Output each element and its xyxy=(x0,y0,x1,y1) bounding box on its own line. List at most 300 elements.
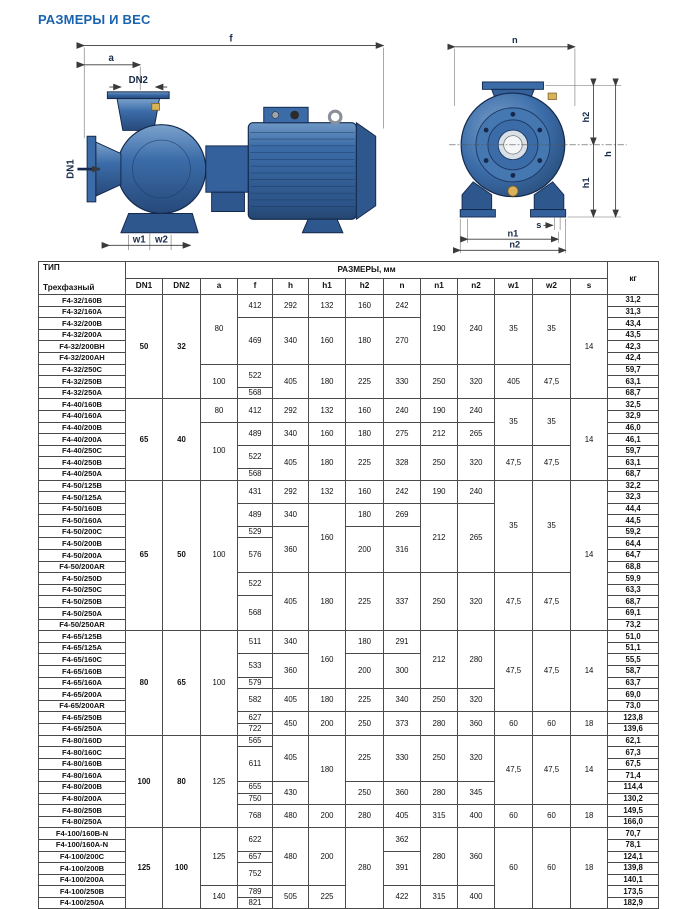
h1-cell: 132 xyxy=(309,480,346,503)
dn1-cell: 65 xyxy=(126,480,163,631)
weight-cell: 59,9 xyxy=(608,573,659,585)
h1-cell: 180 xyxy=(309,445,346,480)
n-cell: 269 xyxy=(384,503,421,526)
table-row xyxy=(39,735,659,747)
f-cell: 722 xyxy=(238,723,273,735)
pump-type-cell: F4-100/200A xyxy=(39,874,126,886)
n2-cell: 240 xyxy=(458,480,495,503)
n2-cell: 320 xyxy=(458,573,495,631)
pump-type-cell: F4-100/250B xyxy=(39,886,126,898)
h2-cell: 225 xyxy=(346,689,384,712)
pump-type-cell: F4-50/250C xyxy=(39,584,126,596)
pump-type-cell: F4-32/200A xyxy=(39,329,126,341)
dn1-cell: 50 xyxy=(126,295,163,399)
a-cell: 100 xyxy=(201,631,238,735)
h-cell: 340 xyxy=(273,503,309,526)
a-cell: 100 xyxy=(201,364,238,399)
f-cell: 582 xyxy=(238,689,273,712)
f-cell: 622 xyxy=(238,828,273,851)
weight-cell: 139,6 xyxy=(608,723,659,735)
h2-cell: 280 xyxy=(346,805,384,828)
h-cell: 405 xyxy=(273,445,309,480)
h-cell: 292 xyxy=(273,399,309,422)
column-header-h1: h1 xyxy=(309,279,346,295)
h1-cell: 200 xyxy=(309,805,346,828)
w1-cell: 47,5 xyxy=(495,573,533,631)
pump-type-cell: F4-80/160C xyxy=(39,747,126,759)
w1-cell: 47,5 xyxy=(495,735,533,805)
weight-cell: 78,1 xyxy=(608,839,659,851)
h-cell: 340 xyxy=(273,631,309,654)
f-cell: 821 xyxy=(238,897,273,909)
pump-type-cell: F4-50/160A xyxy=(39,515,126,527)
pump-type-cell: F4-80/250A xyxy=(39,816,126,828)
weight-cell: 71,4 xyxy=(608,770,659,782)
weight-cell: 139,8 xyxy=(608,863,659,875)
pump-type-cell: F4-40/250B xyxy=(39,457,126,469)
dim-label-n2: n2 xyxy=(509,239,521,250)
table-row xyxy=(39,480,659,492)
n-cell: 291 xyxy=(384,631,421,654)
h1-cell: 180 xyxy=(309,735,346,805)
weight-cell: 58,7 xyxy=(608,666,659,678)
h-cell: 360 xyxy=(273,654,309,689)
a-cell: 80 xyxy=(201,399,238,422)
h-cell: 360 xyxy=(273,526,309,572)
n1-cell: 190 xyxy=(421,399,458,422)
weight-cell: 32,3 xyxy=(608,492,659,504)
n-cell: 337 xyxy=(384,573,421,631)
column-header-w2: w2 xyxy=(533,279,571,295)
s-cell: 18 xyxy=(571,828,608,909)
n-cell: 275 xyxy=(384,422,421,445)
weight-cell: 124,1 xyxy=(608,851,659,863)
pump-type-cell: F4-32/200B xyxy=(39,318,126,330)
pump-type-cell: F4-100/200B xyxy=(39,863,126,875)
a-cell: 100 xyxy=(201,422,238,480)
w2-cell: 60 xyxy=(533,805,571,828)
column-header-dn2: DN2 xyxy=(163,279,201,295)
pump-type-cell: F4-50/200B xyxy=(39,538,126,550)
pump-type-cell: F4-100/160A-N xyxy=(39,839,126,851)
weight-cell: 42,3 xyxy=(608,341,659,353)
pump-type-cell: F4-50/125B xyxy=(39,480,126,492)
pump-type-cell: F4-40/160B xyxy=(39,399,126,411)
f-cell: 522 xyxy=(238,364,273,387)
n2-cell: 240 xyxy=(458,399,495,422)
a-cell: 100 xyxy=(201,480,238,631)
n2-cell: 320 xyxy=(458,735,495,781)
s-cell: 14 xyxy=(571,399,608,480)
n1-cell: 250 xyxy=(421,445,458,480)
f-cell: 579 xyxy=(238,677,273,689)
weight-cell: 32,9 xyxy=(608,410,659,422)
h1-cell: 180 xyxy=(309,689,346,712)
dn2-cell: 50 xyxy=(163,480,201,631)
f-cell: 627 xyxy=(238,712,273,724)
pump-type-cell: F4-80/160D xyxy=(39,735,126,747)
weight-cell: 43,5 xyxy=(608,329,659,341)
n-cell: 330 xyxy=(384,364,421,399)
weight-cell: 67,5 xyxy=(608,758,659,770)
pump-type-cell: F4-100/200C xyxy=(39,851,126,863)
h-cell: 505 xyxy=(273,886,309,909)
h2-cell: 200 xyxy=(346,526,384,572)
f-cell: 655 xyxy=(238,781,273,793)
brass-plug-front xyxy=(548,93,556,99)
weight-cell: 73,0 xyxy=(608,700,659,712)
w2-cell: 60 xyxy=(533,828,571,909)
weight-cell: 63,1 xyxy=(608,457,659,469)
w2-cell: 35 xyxy=(533,399,571,445)
pump-type-cell: F4-65/200A xyxy=(39,689,126,701)
h1-cell: 200 xyxy=(309,712,346,735)
f-cell: 522 xyxy=(238,573,273,596)
h2-cell: 160 xyxy=(346,480,384,503)
weight-cell: 63,1 xyxy=(608,376,659,388)
h-cell: 405 xyxy=(273,364,309,399)
dim-label-h2: h2 xyxy=(580,111,591,123)
n1-cell: 190 xyxy=(421,480,458,503)
dim-label-dn1: DN1 xyxy=(65,159,77,179)
weight-cell: 68,7 xyxy=(608,387,659,399)
weight-cell: 68,7 xyxy=(608,596,659,608)
pump-type-cell: F4-40/200B xyxy=(39,422,126,434)
pump-type-cell: F4-32/250B xyxy=(39,376,126,388)
weight-cell: 42,4 xyxy=(608,352,659,364)
f-cell: 565 xyxy=(238,735,273,747)
h1-cell: 132 xyxy=(309,295,346,318)
h-cell: 292 xyxy=(273,295,309,318)
pump-type-cell: F4-40/200A xyxy=(39,434,126,446)
dn2-cell: 80 xyxy=(163,735,201,828)
dim-label-a: a xyxy=(108,52,114,64)
n2-cell: 320 xyxy=(458,364,495,399)
n-cell: 242 xyxy=(384,480,421,503)
column-header-f: f xyxy=(238,279,273,295)
pump-type-cell: F4-65/250B xyxy=(39,712,126,724)
page-title: РАЗМЕРЫ И ВЕС xyxy=(38,12,151,27)
sizes-header: РАЗМЕРЫ, мм xyxy=(126,262,608,279)
w2-cell: 47,5 xyxy=(533,735,571,805)
h-cell: 405 xyxy=(273,689,309,712)
h-cell: 405 xyxy=(273,573,309,631)
h2-cell: 180 xyxy=(346,503,384,526)
weight-cell: 130,2 xyxy=(608,793,659,805)
weight-cell: 44,5 xyxy=(608,515,659,527)
f-cell: 568 xyxy=(238,468,273,480)
h-cell: 340 xyxy=(273,318,309,364)
weight-header-label: кг xyxy=(629,274,637,284)
type-column-header xyxy=(39,262,126,295)
dim-label-h: h xyxy=(602,151,613,157)
pump-side-view-drawing xyxy=(58,32,400,254)
n-cell: 316 xyxy=(384,526,421,572)
f-cell: 412 xyxy=(238,295,273,318)
dn1-cell: 80 xyxy=(126,631,163,735)
table-row xyxy=(39,399,659,411)
w1-cell: 35 xyxy=(495,399,533,445)
h1-cell: 160 xyxy=(309,422,346,445)
n2-cell: 400 xyxy=(458,886,495,909)
s-cell: 14 xyxy=(571,631,608,712)
pump-type-cell: F4-65/250A xyxy=(39,723,126,735)
pump-type-cell: F4-80/200A xyxy=(39,793,126,805)
weight-cell: 149,5 xyxy=(608,805,659,817)
type-header-line1: ТИП xyxy=(43,263,60,272)
type-header-line2: Трехфазный xyxy=(43,282,95,292)
h-cell: 450 xyxy=(273,712,309,735)
column-header-w1: w1 xyxy=(495,279,533,295)
table-row xyxy=(39,295,659,307)
weight-cell: 63,3 xyxy=(608,584,659,596)
h2-cell: 250 xyxy=(346,712,384,735)
n1-cell: 315 xyxy=(421,886,458,909)
w2-cell: 47,5 xyxy=(533,445,571,480)
weight-cell: 73,2 xyxy=(608,619,659,631)
h2-cell: 160 xyxy=(346,295,384,318)
f-cell: 533 xyxy=(238,654,273,677)
w1-cell: 47,5 xyxy=(495,445,533,480)
weight-cell: 51,1 xyxy=(608,642,659,654)
w1-cell: 405 xyxy=(495,364,533,399)
dim-label-w1: w1 xyxy=(132,234,146,246)
column-header-s: s xyxy=(571,279,608,295)
n-cell: 300 xyxy=(384,654,421,689)
weight-cell: 59,7 xyxy=(608,364,659,376)
column-header-n2: n2 xyxy=(458,279,495,295)
table-row xyxy=(39,631,659,643)
dn2-cell: 65 xyxy=(163,631,201,735)
h-cell: 480 xyxy=(273,828,309,886)
h2-cell: 200 xyxy=(346,654,384,689)
weight-cell: 31,2 xyxy=(608,295,659,307)
fan-cover xyxy=(356,123,375,220)
f-cell: 576 xyxy=(238,538,273,573)
pump-type-cell: F4-50/125A xyxy=(39,492,126,504)
table-row xyxy=(39,828,659,840)
pump-type-cell: F4-65/125B xyxy=(39,631,126,643)
weight-cell: 68,8 xyxy=(608,561,659,573)
n-cell: 422 xyxy=(384,886,421,909)
weight-cell: 43,4 xyxy=(608,318,659,330)
dn1-cell: 65 xyxy=(126,399,163,480)
pump-type-cell: F4-65/200AR xyxy=(39,700,126,712)
h2-cell: 225 xyxy=(346,735,384,781)
n2-cell: 360 xyxy=(458,712,495,735)
column-header-n: n xyxy=(384,279,421,295)
weight-cell: 31,3 xyxy=(608,306,659,318)
lifting-eye xyxy=(329,111,341,123)
weight-cell: 32,2 xyxy=(608,480,659,492)
weight-cell: 64,7 xyxy=(608,550,659,562)
column-header-a: a xyxy=(201,279,238,295)
w2-cell: 60 xyxy=(533,712,571,735)
n1-cell: 250 xyxy=(421,689,458,712)
f-cell: 511 xyxy=(238,631,273,654)
h-cell: 430 xyxy=(273,781,309,804)
weight-cell: 166,0 xyxy=(608,816,659,828)
weight-cell: 46,1 xyxy=(608,434,659,446)
w1-cell: 60 xyxy=(495,805,533,828)
n1-cell: 212 xyxy=(421,631,458,689)
column-header-h2: h2 xyxy=(346,279,384,295)
weight-cell: 173,5 xyxy=(608,886,659,898)
pump-type-cell: F4-65/160B xyxy=(39,666,126,678)
f-cell: 412 xyxy=(238,399,273,422)
f-cell: 657 xyxy=(238,851,273,863)
pump-type-cell: F4-50/250AR xyxy=(39,619,126,631)
weight-cell: 64,4 xyxy=(608,538,659,550)
dn1-cell: 100 xyxy=(126,735,163,828)
h1-cell: 160 xyxy=(309,631,346,689)
w2-cell: 47,5 xyxy=(533,364,571,399)
weight-cell: 140,1 xyxy=(608,874,659,886)
n-cell: 240 xyxy=(384,399,421,422)
n2-cell: 265 xyxy=(458,503,495,573)
pump-type-cell: F4-40/160A xyxy=(39,410,126,422)
w2-cell: 35 xyxy=(533,480,571,573)
h1-cell: 132 xyxy=(309,399,346,422)
h2-cell: 280 xyxy=(346,828,384,909)
a-cell: 125 xyxy=(201,828,238,886)
n-cell: 360 xyxy=(384,781,421,804)
column-header-dn1: DN1 xyxy=(126,279,163,295)
pump-type-cell: F4-50/200C xyxy=(39,526,126,538)
n1-cell: 280 xyxy=(421,712,458,735)
weight-cell: 67,3 xyxy=(608,747,659,759)
dim-label-h1: h1 xyxy=(580,177,591,189)
pump-type-cell: F4-50/200AR xyxy=(39,561,126,573)
w1-cell: 35 xyxy=(495,480,533,573)
n-cell: 242 xyxy=(384,295,421,318)
pump-type-cell: F4-80/160B xyxy=(39,758,126,770)
pump-type-cell: F4-50/250A xyxy=(39,608,126,620)
pump-type-cell: F4-80/160A xyxy=(39,770,126,782)
dn2-cell: 32 xyxy=(163,295,201,399)
column-header-n1: n1 xyxy=(421,279,458,295)
pump-type-cell: F4-80/200B xyxy=(39,781,126,793)
pump-type-cell: F4-32/200BH xyxy=(39,341,126,353)
dim-label-w2: w2 xyxy=(154,234,168,246)
n2-cell: 360 xyxy=(458,828,495,886)
dim-label-n1: n1 xyxy=(507,228,519,239)
weight-cell: 68,7 xyxy=(608,468,659,480)
w1-cell: 35 xyxy=(495,295,533,365)
h1-cell: 160 xyxy=(309,318,346,364)
dim-label-dn2: DN2 xyxy=(128,75,148,87)
dimensions-table-wrap xyxy=(38,261,658,909)
drain-plug xyxy=(508,186,518,196)
weight-cell: 44,4 xyxy=(608,503,659,515)
n2-cell: 320 xyxy=(458,445,495,480)
weight-cell: 55,5 xyxy=(608,654,659,666)
h2-cell: 160 xyxy=(346,399,384,422)
n-cell: 270 xyxy=(384,318,421,364)
h2-cell: 180 xyxy=(346,631,384,654)
n2-cell: 400 xyxy=(458,805,495,828)
s-cell: 14 xyxy=(571,295,608,399)
h1-cell: 180 xyxy=(309,573,346,631)
dim-label-s: s xyxy=(536,220,542,231)
f-cell: 529 xyxy=(238,526,273,538)
pump-type-cell: F4-80/250B xyxy=(39,805,126,817)
h2-cell: 180 xyxy=(346,318,384,364)
h2-cell: 225 xyxy=(346,445,384,480)
pump-type-cell: F4-32/200AH xyxy=(39,352,126,364)
pump-type-cell: F4-32/250A xyxy=(39,387,126,399)
h2-cell: 250 xyxy=(346,781,384,804)
h2-cell: 225 xyxy=(346,364,384,399)
pump-type-cell: F4-50/250D xyxy=(39,573,126,585)
n1-cell: 190 xyxy=(421,295,458,365)
pump-drawings xyxy=(58,32,668,254)
h-cell: 292 xyxy=(273,480,309,503)
n1-cell: 250 xyxy=(421,364,458,399)
pump-type-cell: F4-50/160B xyxy=(39,503,126,515)
f-cell: 489 xyxy=(238,503,273,526)
a-cell: 140 xyxy=(201,886,238,909)
weight-cell: 123,8 xyxy=(608,712,659,724)
pump-type-cell: F4-50/250B xyxy=(39,596,126,608)
s-cell: 14 xyxy=(571,480,608,631)
pump-type-cell: F4-100/250A xyxy=(39,897,126,909)
terminal-box xyxy=(264,107,308,122)
n-cell: 340 xyxy=(384,689,421,712)
w1-cell: 60 xyxy=(495,712,533,735)
n2-cell: 240 xyxy=(458,295,495,365)
n2-cell: 320 xyxy=(458,689,495,712)
f-cell: 789 xyxy=(238,886,273,898)
weight-cell: 59,7 xyxy=(608,445,659,457)
pump-type-cell: F4-32/160B xyxy=(39,295,126,307)
pump-type-cell: F4-32/160A xyxy=(39,306,126,318)
h1-cell: 225 xyxy=(309,886,346,909)
weight-cell: 182,9 xyxy=(608,897,659,909)
dn2-cell: 40 xyxy=(163,399,201,480)
size-columns-row xyxy=(39,279,659,295)
f-cell: 568 xyxy=(238,596,273,631)
pump-type-cell: F4-65/125A xyxy=(39,642,126,654)
dim-label-n: n xyxy=(511,35,518,46)
f-cell: 750 xyxy=(238,793,273,805)
weight-column-header xyxy=(608,262,659,295)
dn1-cell: 125 xyxy=(126,828,163,909)
n1-cell: 280 xyxy=(421,828,458,886)
column-header-h: h xyxy=(273,279,309,295)
n-cell: 328 xyxy=(384,445,421,480)
f-cell: 431 xyxy=(238,480,273,503)
a-cell: 80 xyxy=(201,295,238,365)
weight-cell: 62,1 xyxy=(608,735,659,747)
s-cell: 14 xyxy=(571,735,608,805)
n-cell: 391 xyxy=(384,851,421,886)
h1-cell: 200 xyxy=(309,828,346,886)
h1-cell: 180 xyxy=(309,364,346,399)
dimensions-table xyxy=(38,261,659,909)
n-cell: 330 xyxy=(384,735,421,781)
w2-cell: 47,5 xyxy=(533,573,571,631)
weight-cell: 114,4 xyxy=(608,781,659,793)
pump-type-cell: F4-40/250A xyxy=(39,468,126,480)
weight-cell: 63,7 xyxy=(608,677,659,689)
h1-cell: 160 xyxy=(309,503,346,573)
f-cell: 489 xyxy=(238,422,273,445)
h2-cell: 180 xyxy=(346,422,384,445)
n2-cell: 345 xyxy=(458,781,495,804)
dn2-cell: 100 xyxy=(163,828,201,909)
n-cell: 362 xyxy=(384,828,421,851)
